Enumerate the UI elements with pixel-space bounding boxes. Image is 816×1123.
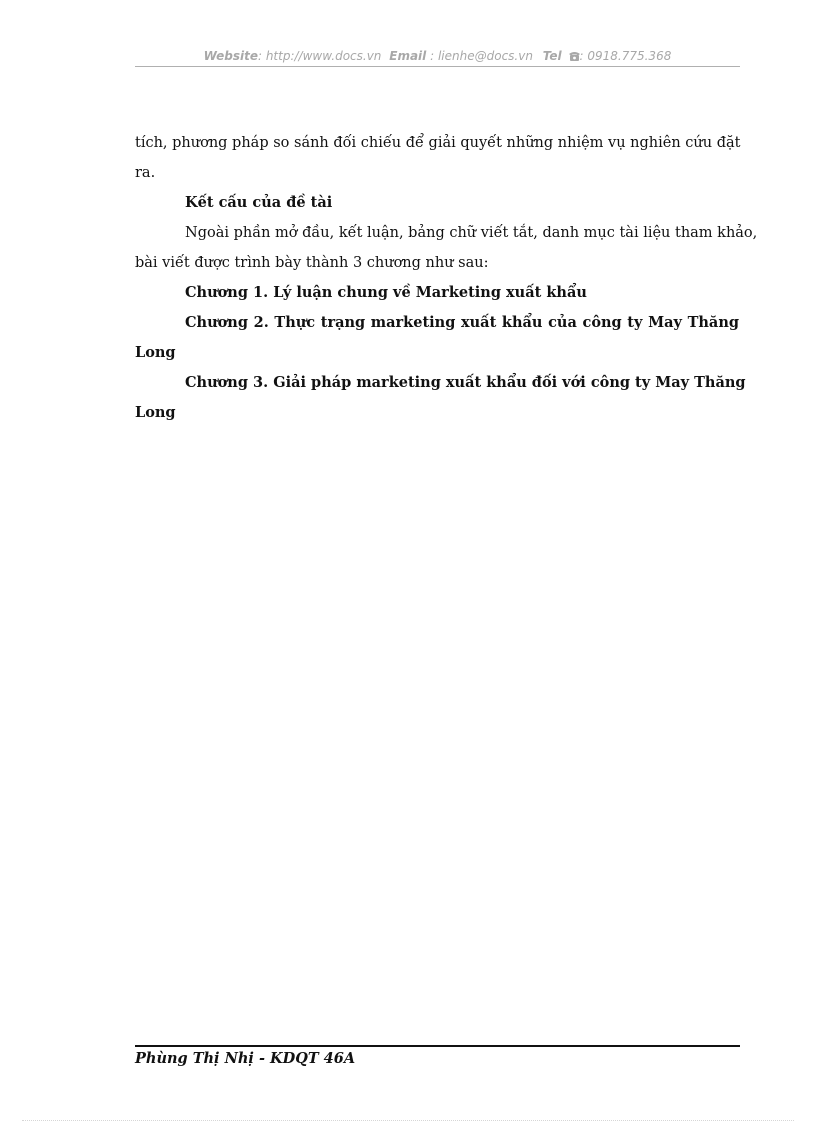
website-label: Website (203, 49, 258, 63)
chapter-2-continued: Long (135, 344, 176, 361)
paragraph-line: Ngoài phần mở đầu, kết luận, bảng chữ viết tắt, danh mục tài liệu tham khảo, (185, 225, 758, 241)
chapter-3-continued: Long (135, 404, 176, 421)
chapter-3: Chương 3. Giải pháp marketing xuất khẩu đối với công ty May Thăng (185, 374, 746, 391)
section-heading: Kết cấu của đề tài (185, 194, 333, 211)
website-value: : http://www.docs.vn (257, 49, 382, 63)
chapter-2: Chương 2. Thực trạng marketing xuất khẩu của công ty May Thăng (185, 314, 739, 331)
email-label: Email (389, 49, 427, 63)
tel-label: Tel (542, 49, 562, 63)
page-header (135, 46, 740, 66)
header-divider (135, 66, 740, 67)
phone-icon (569, 47, 580, 67)
paragraph-line: tích, phương pháp so sánh đối chiếu để giải quyết những nhiệm vụ nghiên cứu đặt (135, 135, 741, 151)
footer-divider (135, 1045, 740, 1047)
page-footer-author: Phùng Thị Nhị - KDQT 46A (135, 1050, 356, 1067)
tel-value: : 0918.775.368 (579, 49, 672, 63)
page-edge (22, 1120, 794, 1121)
email-value: : lienhe@docs.vn (430, 49, 533, 63)
paragraph-line: bài viết được trình bày thành 3 chương như sau: (135, 255, 489, 271)
chapter-1: Chương 1. Lý luận chung về Marketing xuất khẩu (185, 284, 587, 301)
paragraph-line: ra. (135, 165, 156, 181)
